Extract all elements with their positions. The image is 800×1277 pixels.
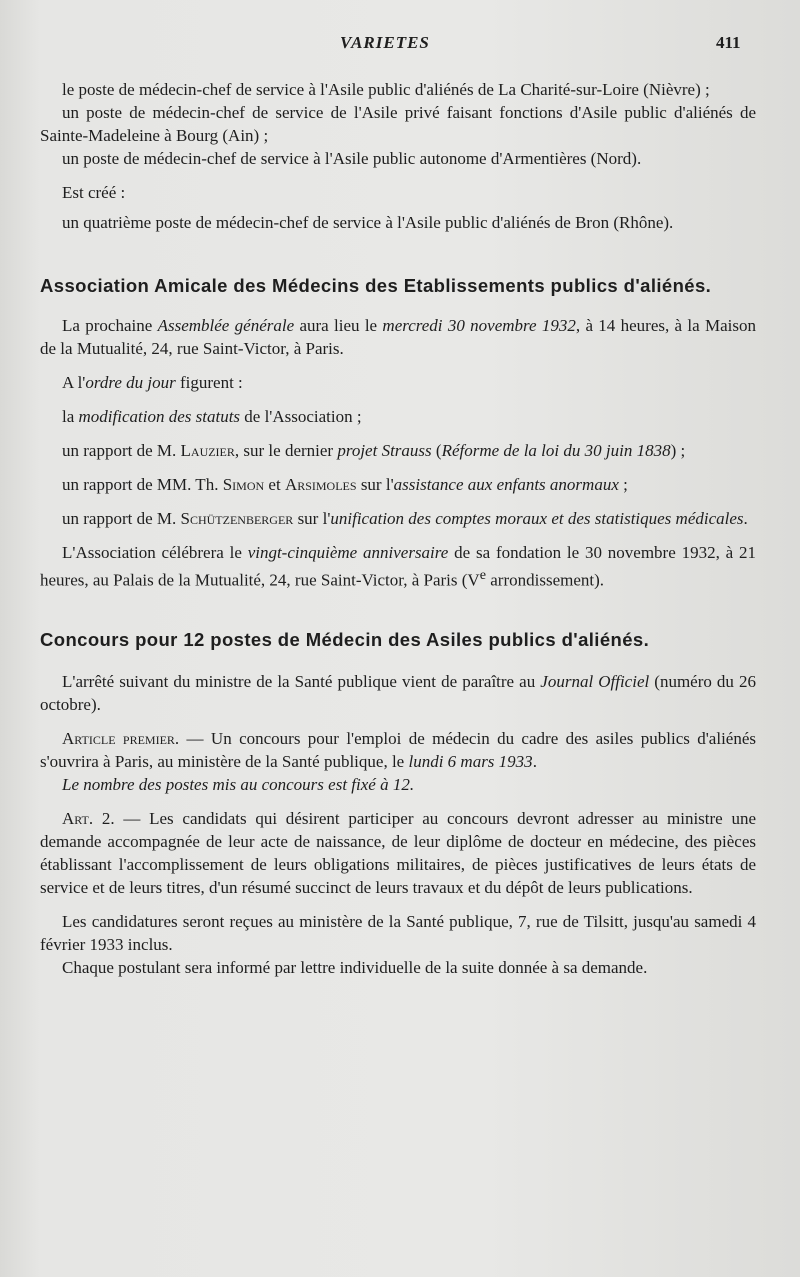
running-head: VARIETES — [340, 33, 430, 52]
anniversaire-paragraph: L'Association célébrera le vingt-cinquième anniversaire de sa fondation le 30 novembre 1932, à 21 heures, au Palais de la Mutualité, 24, rue Saint-Victor, à Paris (Ve arrondissement). — [40, 543, 756, 590]
postulant-paragraph: Chaque postulant sera informé par lettre individuelle de la suite donnée à sa demande. — [62, 957, 648, 977]
poste-paragraph: un poste de médecin-chef de service de l'Asile privé faisant fonctions d'Asile public d'aliénés de Sainte-Madeleine à Bourg (Ain) ; — [40, 103, 756, 145]
agenda-item: un rapport de M. Lauzier, sur le dernier projet Strauss (Réforme de la loi du 30 juin 1838) ; — [62, 441, 686, 460]
poste-paragraph: le poste de médecin-chef de service à l'Asile public d'aliénés de La Charité-sur-Loire (Nièvre) ; — [62, 80, 710, 99]
agenda-item: un rapport de M. Schützenberger sur l'unification des comptes moraux et des statistiques médicales. — [62, 509, 748, 528]
arrete-paragraph: L'arrêté suivant du ministre de la Santé publique vient de paraître au Journal Officiel (numéro du 26 octobre). — [40, 671, 756, 714]
page-number: 411 — [716, 33, 741, 52]
article-2: Art. 2. — Les candidats qui désirent participer au concours devront adresser au ministre une demande accompagnée de leur acte de naissance, de leur diplôme de docteur en médecine, des pièces établissant l'accomplissement de leurs obligations militaires, de pièces justificatives de leurs états de service et de leurs titres, d'un résumé succinct de leurs travaux et du dépôt de leurs publications. — [40, 808, 757, 897]
concours-heading: Concours pour 12 postes de Médecin des Asiles publics d'aliénés. — [40, 628, 650, 650]
page-header — [0, 33, 800, 55]
assemblee-paragraph: La prochaine Assemblée générale aura lieu le mercredi 30 novembre 1932, à 14 heures, à la Maison de la Mutualité, 24, rue Saint-Victor, à Paris. — [40, 316, 756, 358]
agenda-item: la modification des statuts de l'Association ; — [62, 407, 362, 426]
ordre-du-jour-paragraph: A l'ordre du jour figurent : — [62, 373, 243, 392]
page-body — [40, 78, 756, 979]
association-heading: Association Amicale des Médecins des Etablissements publics d'aliénés. — [40, 275, 712, 296]
poste-paragraph: un poste de médecin-chef de service à l'Asile public autonome d'Armentières (Nord). — [62, 149, 642, 168]
nombre-postes: Le nombre des postes mis au concours est fixé à 12. — [62, 774, 415, 794]
article-premier: Article premier. — Un concours pour l'emploi de médecin du cadre des asiles publics d'aliénés s'ouvrira à Paris, au ministère de la Santé publique, le lundi 6 mars 1933. — [40, 728, 757, 771]
cree-label: Est créé : — [62, 183, 126, 202]
poste-paragraph: un quatrième poste de médecin-chef de service à l'Asile public d'aliénés de Bron (Rhône). — [62, 213, 674, 232]
candidatures-paragraph: Les candidatures seront reçues au ministère de la Santé publique, 7, rue de Tilsitt, jusqu'au samedi 4 février 1933 inclus. — [40, 911, 756, 954]
agenda-item: un rapport de MM. Th. Simon et Arsimoles sur l'assistance aux enfants anormaux ; — [62, 475, 628, 494]
